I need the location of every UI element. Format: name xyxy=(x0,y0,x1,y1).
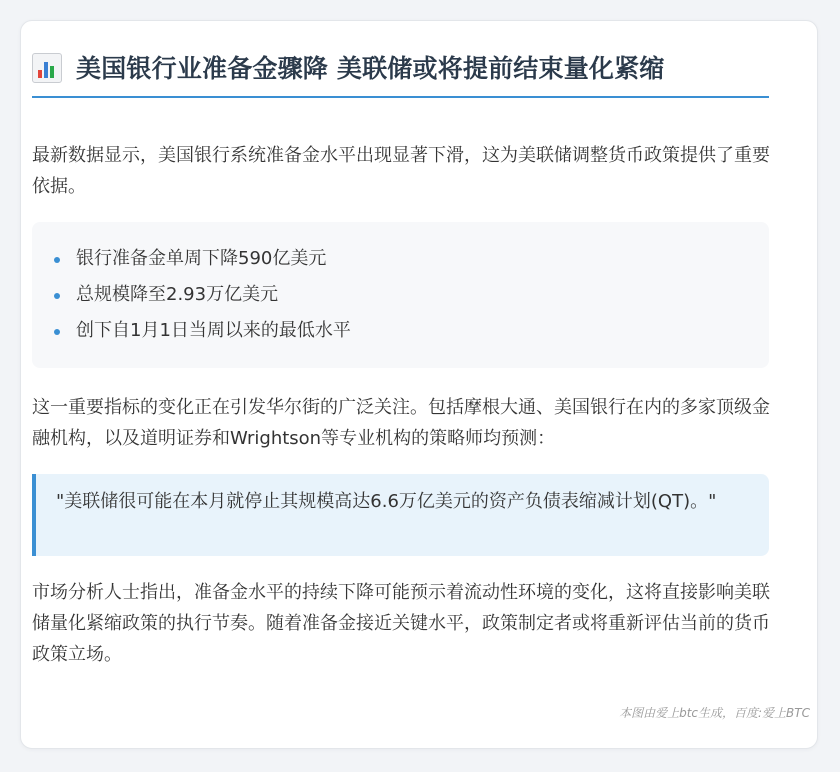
list-item-text: 银行准备金单周下降590亿美元 xyxy=(76,248,327,269)
body-paragraph-3: 市场分析人士指出，准备金水平的持续下降可能预示着流动性环境的变化，这将直接影响美联储量化紧缩政策的执行节奏。随着准备金接近关键水平，政策制定者或将重新评估当前的货币政策立场。 xyxy=(32,582,770,665)
blockquote: "美联储很可能在本月就停止其规模高达6.6万亿美元的资产负债表缩减计划(QT)。" xyxy=(32,474,769,556)
highlights-box xyxy=(32,222,769,368)
bar-chart-icon xyxy=(32,53,62,83)
page-title: 美国银行业准备金骤降 美联储或将提前结束量化紧缩 xyxy=(76,54,665,83)
title-row xyxy=(32,52,769,98)
body-paragraph-2: 这一重要指标的变化正在引发华尔街的广泛关注。包括摩根大通、美国银行在内的多家顶级金融机构，以及道明证券和Wrightson等专业机构的策略师均预测： xyxy=(32,397,770,449)
bullet-icon xyxy=(54,293,60,299)
list-item xyxy=(54,277,769,313)
highlights-list xyxy=(32,222,769,349)
bullet-icon xyxy=(54,329,60,335)
list-item-text: 总规模降至2.93万亿美元 xyxy=(76,284,279,305)
list-item-text: 创下自1月1日当周以来的最低水平 xyxy=(76,320,351,341)
list-item xyxy=(54,241,769,277)
list-item xyxy=(54,313,769,349)
intro-paragraph: 最新数据显示，美国银行系统准备金水平出现显著下滑，这为美联储调整货币政策提供了重要依据。 xyxy=(32,145,770,197)
bullet-icon xyxy=(54,257,60,263)
footer-note: 本图由爱上btc生成，百度:爱上BTC xyxy=(619,706,810,720)
